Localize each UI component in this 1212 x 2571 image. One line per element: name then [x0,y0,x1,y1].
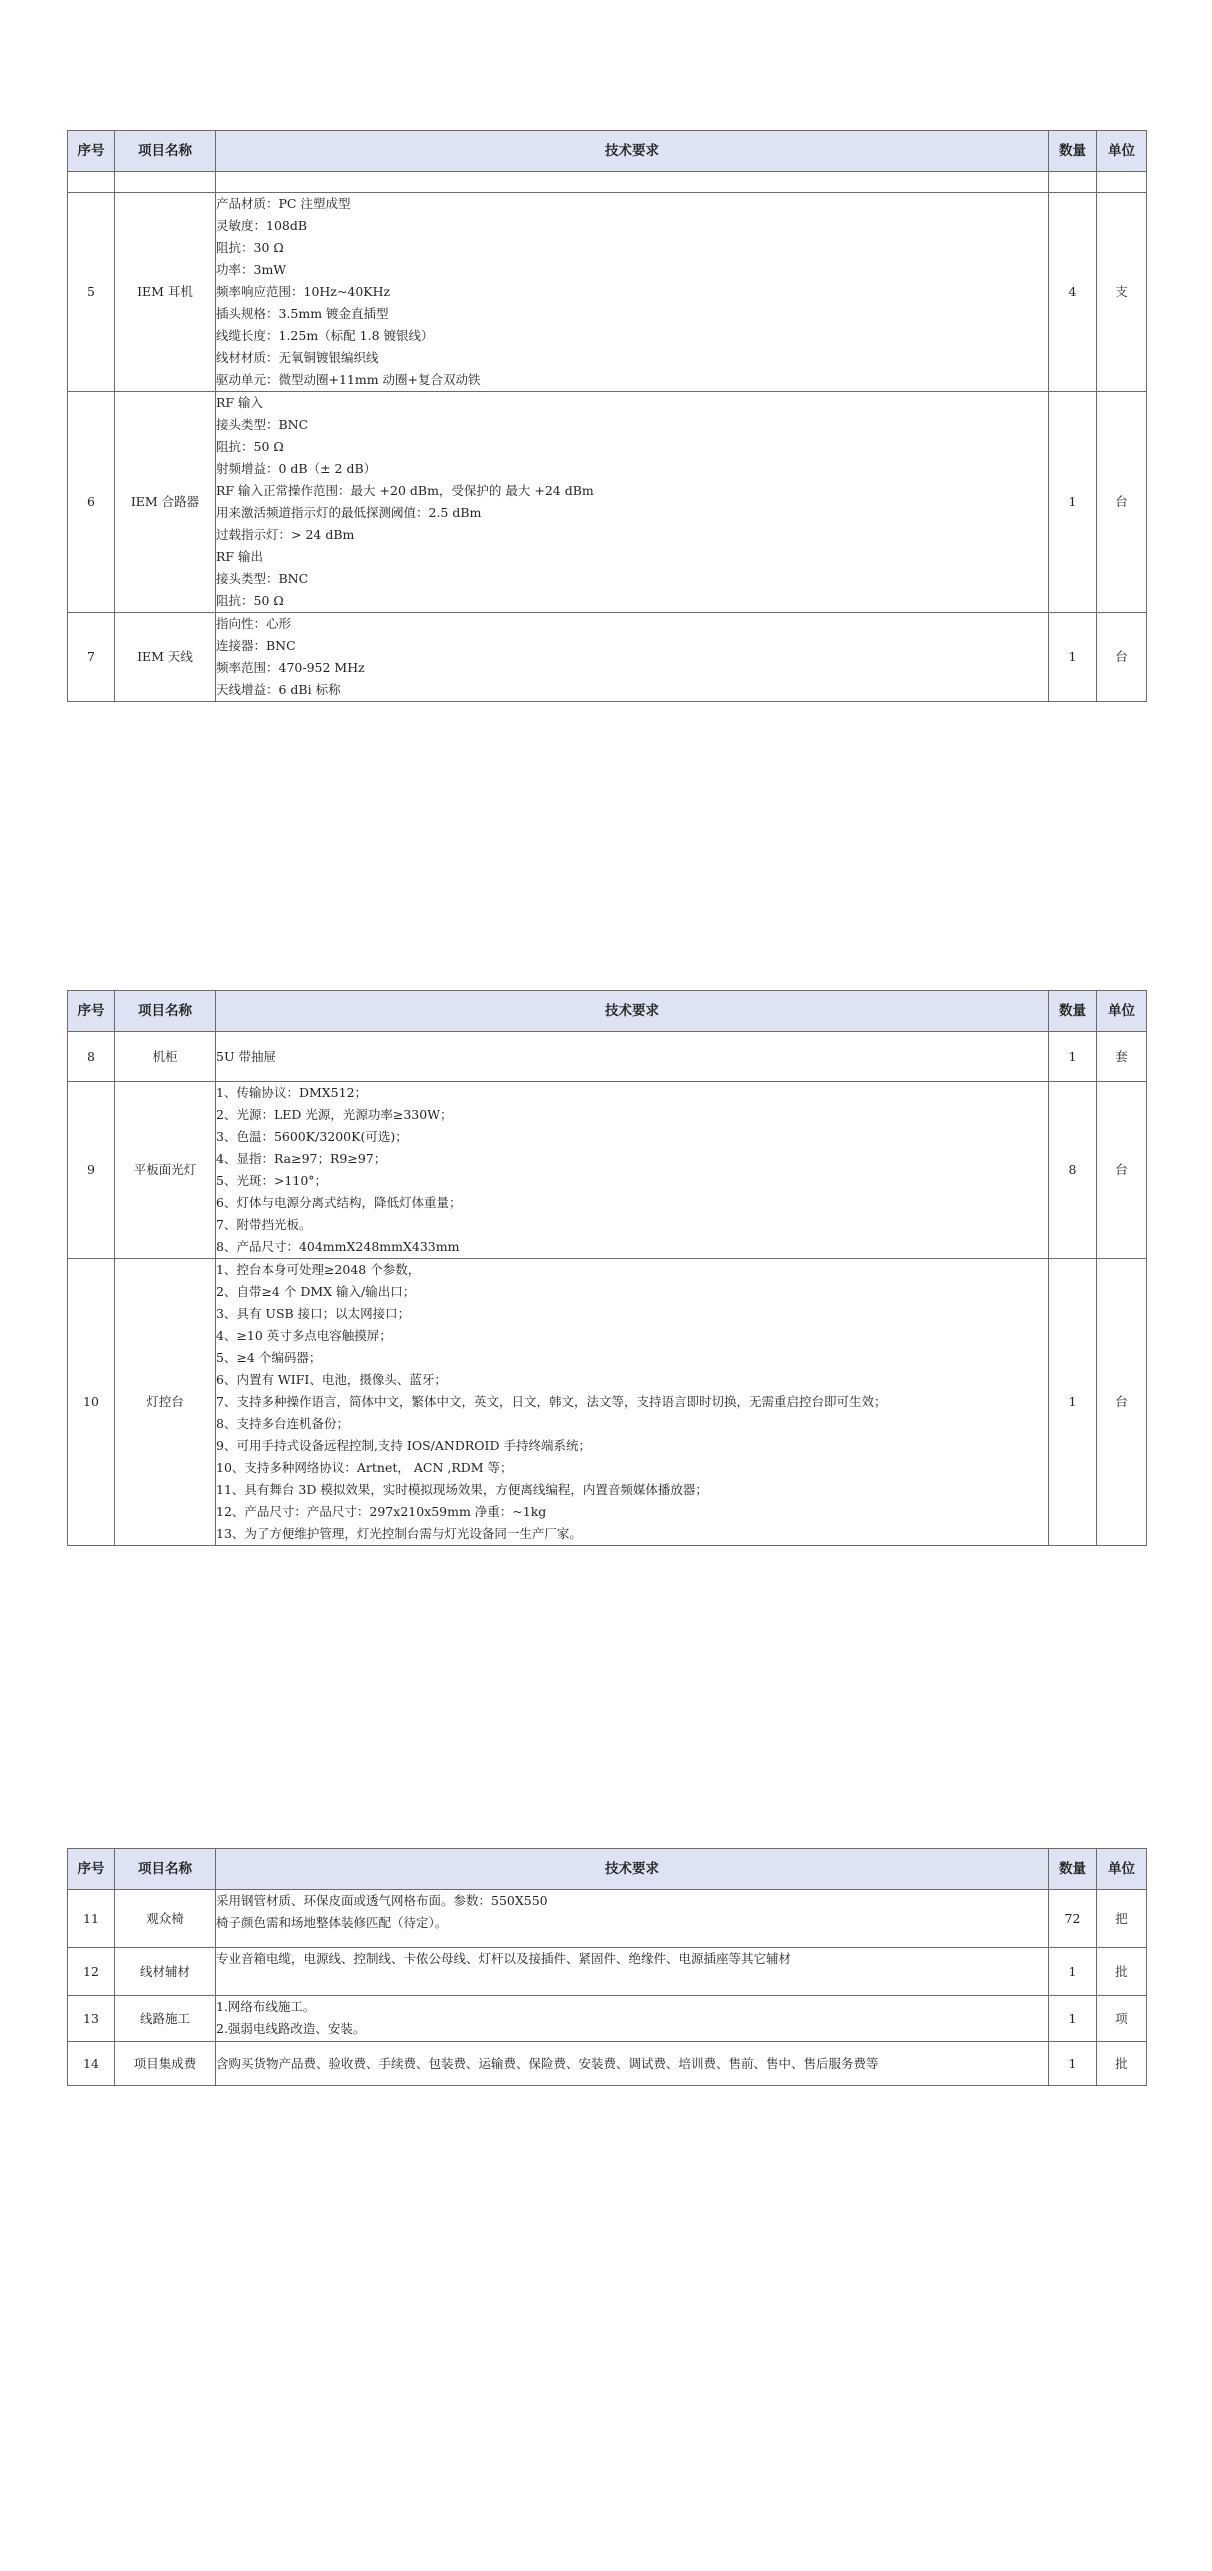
spec-line: 连接器：BNC [216,638,296,653]
table-row [68,392,1147,613]
row-unit: 套 [1097,1032,1147,1082]
spec-line: 驱动单元：微型动圈+11mm 动圈+复合双动铁 [216,372,481,387]
spec-line: 过载指示灯：> 24 dBm [216,527,355,542]
row-name: 平板面光灯 [115,1082,216,1259]
spec-line: 7、支持多种操作语言，简体中文，繁体中文，英文，日文，韩文，法文等，支持语言即时切换，无需重启控台即可生效； [216,1394,887,1409]
spec-line: 接头类型：BNC [216,571,309,586]
row-index: 6 [68,392,115,613]
spec-table-2 [67,990,1147,1546]
row-name: 线路施工 [115,1996,216,2042]
row-unit: 台 [1097,613,1147,702]
row-qty: 1 [1049,1996,1097,2042]
row-name: IEM 合路器 [115,392,216,613]
row-spec [216,1890,1049,1948]
row-qty: 1 [1049,1259,1097,1546]
table-row [68,2042,1147,2086]
row-index: 13 [68,1996,115,2042]
header-name: 项目名称 [115,1849,216,1890]
spec-line: 4、显指：Ra≥97；R9≥97； [216,1151,387,1166]
table-row [68,1259,1147,1546]
table-row [68,193,1147,392]
spec-line: RF 输出 [216,549,264,564]
row-unit: 把 [1097,1890,1147,1948]
spec-line: 指向性：心形 [216,616,292,631]
table-row [68,1890,1147,1948]
row-unit: 台 [1097,392,1147,613]
row-index: 9 [68,1082,115,1259]
row-unit: 批 [1097,2042,1147,2086]
spec-line: 采用钢管材质、环保皮面或透气网格布面。参数：550X550 [216,1893,548,1908]
header-name: 项目名称 [115,131,216,172]
row-qty: 8 [1049,1082,1097,1259]
header-index: 序号 [68,131,115,172]
spec-line: 线材材质：无氧铜镀银编织线 [216,350,379,365]
spec-line: 11、具有舞台 3D 模拟效果，实时模拟现场效果，方便离线编程，内置音频媒体播放器； [216,1482,708,1497]
row-spec [216,193,1049,392]
row-name: IEM 天线 [115,613,216,702]
spec-line: 5U 带抽屉 [216,1048,276,1064]
header-name: 项目名称 [115,991,216,1032]
row-index: 14 [68,2042,115,2086]
spec-line: 5、光斑：>110°； [216,1173,328,1188]
table-header-row [68,991,1147,1032]
row-qty: 1 [1049,1948,1097,1996]
spec-line: 1.网络布线施工。 [216,1999,316,2014]
spec-line: 天线增益：6 dBi 标称 [216,682,341,697]
header-unit: 单位 [1097,1849,1147,1890]
row-name: 线材辅材 [115,1948,216,1996]
row-spec [216,1948,1049,1996]
row-name: 观众椅 [115,1890,216,1948]
row-index: 8 [68,1032,115,1082]
row-index: 12 [68,1948,115,1996]
spec-line: 灵敏度：108dB [216,218,308,233]
header-spec: 技术要求 [216,131,1049,172]
spec-line: 1、传输协议：DMX512； [216,1085,368,1100]
spec-line: 2.强弱电线路改造、安装。 [216,2021,366,2036]
row-index: 7 [68,613,115,702]
spec-line: 专业音箱电缆，电源线、控制线、卡侬公母线、灯杆以及接插件、紧固件、绝缘件、电源插座等其它辅材 [216,1951,792,1966]
row-qty: 1 [1049,613,1097,702]
row-unit: 项 [1097,1996,1147,2042]
spec-line: 7、附带挡光板。 [216,1217,312,1232]
row-index: 11 [68,1890,115,1948]
spec-line: 8、支持多台连机备份； [216,1416,349,1431]
spec-line: 功率：3mW [216,262,287,277]
spec-line: 6、灯体与电源分离式结构，降低灯体重量； [216,1195,462,1210]
header-unit: 单位 [1097,131,1147,172]
header-qty: 数量 [1049,1849,1097,1890]
spec-line: 5、≥4 个编码器； [216,1350,322,1365]
row-spec [216,2042,1049,2086]
table-row [68,1996,1147,2042]
spec-line: 2、自带≥4 个 DMX 输入/输出口； [216,1284,416,1299]
spec-line: 10、支持多种网络协议：Artnet， ACN ,RDM 等； [216,1460,513,1475]
spec-line: 射频增益：0 dB（± 2 dB） [216,461,377,476]
header-spec: 技术要求 [216,1849,1049,1890]
row-name: 机柜 [115,1032,216,1082]
row-spec [216,1259,1049,1546]
spec-line: 频率响应范围：10Hz~40KHz [216,284,391,299]
spec-table-3 [67,1848,1147,2086]
table-row [68,1032,1147,1082]
row-qty: 1 [1049,2042,1097,2086]
table-header-row [68,131,1147,172]
header-qty: 数量 [1049,131,1097,172]
table-row [68,1082,1147,1259]
row-spec [216,392,1049,613]
header-qty: 数量 [1049,991,1097,1032]
spec-line: 阻抗：30 Ω [216,240,284,255]
spec-line: 阻抗：50 Ω [216,593,284,608]
row-name: 项目集成费 [115,2042,216,2086]
spec-line: 9、可用手持式设备远程控制,支持 IOS/ANDROID 手持终端系统； [216,1438,591,1453]
spec-line: 频率范围：470-952 MHz [216,660,365,675]
header-spec: 技术要求 [216,991,1049,1032]
row-qty: 1 [1049,1032,1097,1082]
spec-line: 4、≥10 英寸多点电容触摸屏； [216,1328,392,1343]
header-unit: 单位 [1097,991,1147,1032]
spec-line: 1、控台本身可处理≥2048 个参数， [216,1262,421,1277]
spec-line: 椅子颜色需和场地整体装修匹配（待定）。 [216,1915,448,1930]
spec-line: 产品材质：PC 注塑成型 [216,196,351,211]
spec-line: 用来激活频道指示灯的最低探测阈值：2.5 dBm [216,505,482,520]
row-spec [216,1996,1049,2042]
row-unit: 台 [1097,1082,1147,1259]
spec-line: 6、内置有 WIFI、电池，摄像头、蓝牙； [216,1372,447,1387]
spec-line: 阻抗：50 Ω [216,439,284,454]
spec-line: 接头类型：BNC [216,417,309,432]
spec-line: 3、色温：5600K/3200K(可选)； [216,1129,408,1144]
row-unit: 台 [1097,1259,1147,1546]
row-unit: 支 [1097,193,1147,392]
header-index: 序号 [68,1849,115,1890]
row-qty: 1 [1049,392,1097,613]
spec-line: RF 输入 [216,395,264,410]
table-row [68,613,1147,702]
row-index: 10 [68,1259,115,1546]
row-spec [216,1082,1049,1259]
row-unit: 批 [1097,1948,1147,1996]
header-index: 序号 [68,991,115,1032]
row-spec [216,1032,1049,1082]
spec-line: 线缆长度：1.25m（标配 1.8 镀银线） [216,328,434,343]
spec-line: 13、为了方便维护管理，灯光控制台需与灯光设备同一生产厂家。 [216,1526,582,1541]
spec-line: 8、产品尺寸：404mmX248mmX433mm [216,1239,460,1254]
table-row [68,1948,1147,1996]
table-header-row [68,1849,1147,1890]
spec-table-1 [67,130,1147,702]
row-qty: 72 [1049,1890,1097,1948]
row-qty: 4 [1049,193,1097,392]
table-row-continuation [68,172,1147,193]
spec-line: 3、具有 USB 接口；以太网接口； [216,1306,411,1321]
row-name: IEM 耳机 [115,193,216,392]
row-name: 灯控台 [115,1259,216,1546]
spec-line: RF 输入正常操作范围：最大 +20 dBm，受保护的 最大 +24 dBm [216,483,594,498]
spec-line: 含购买货物产品费、验收费、手续费、包装费、运输费、保险费、安装费、调试费、培训费、售前、售中、售后服务费等 [216,2055,879,2071]
spec-line: 插头规格：3.5mm 镀金直插型 [216,306,389,321]
row-spec [216,613,1049,702]
spec-line: 12、产品尺寸：产品尺寸：297x210x59mm 净重：~1kg [216,1504,547,1519]
row-index: 5 [68,193,115,392]
spec-line: 2、光源：LED 光源，光源功率≥330W； [216,1107,453,1122]
